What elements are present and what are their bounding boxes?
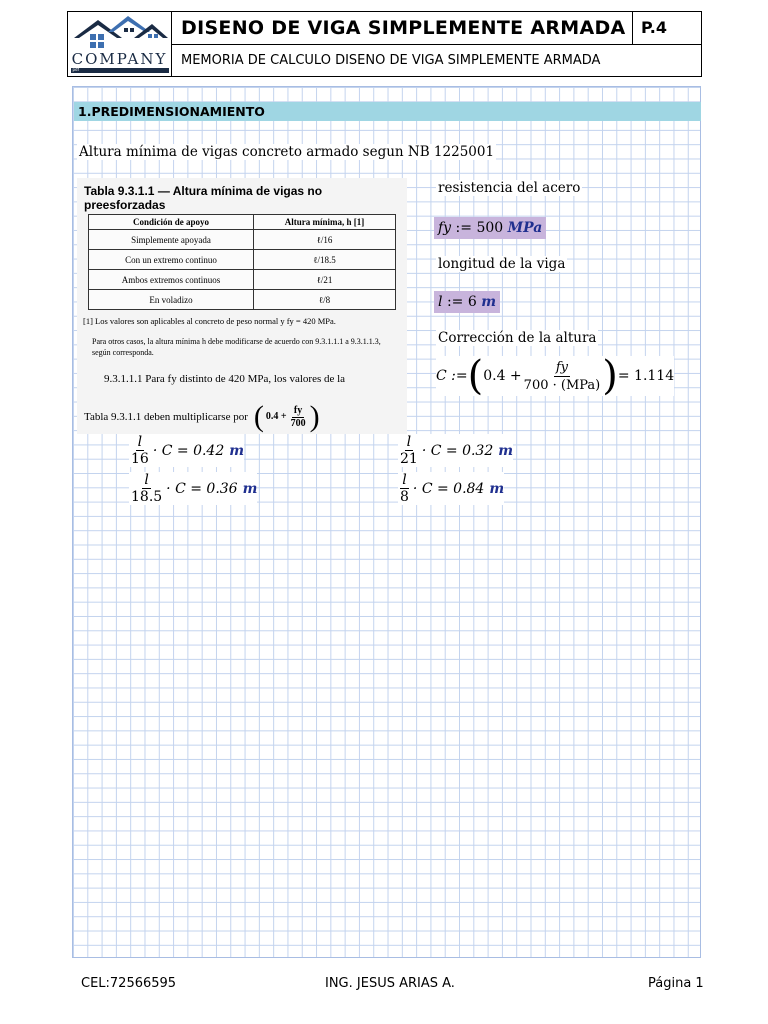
steel-unit: MPa [507, 220, 543, 236]
table-cell: ℓ/18.5 [254, 250, 396, 270]
length-var: l [438, 294, 443, 310]
result-denominator: 16 [131, 451, 149, 467]
left-paren: ( [253, 400, 264, 433]
correction-term: 0.4 + [483, 368, 522, 384]
reference-table-title: Tabla 9.3.1.1 — Altura mínima de vigas no preesforzadas [84, 184, 323, 212]
factor-term: 0.4 + [265, 411, 287, 422]
table-cell: Ambos extremos continuos [89, 270, 254, 290]
section-header [74, 102, 701, 121]
table-cell: Simplemente apoyada [89, 230, 254, 250]
title-row [172, 12, 701, 45]
table-cell: ℓ/21 [254, 270, 396, 290]
page-code: P.4 [641, 18, 667, 37]
beam-length-input[interactable] [434, 291, 500, 313]
result-unit: m [229, 442, 245, 459]
left-paren: ( [467, 353, 484, 399]
logo-underline [71, 68, 169, 73]
table-footnote: [1] Los valores son aplicables al concreto de peso normal y fy = 420 MPa. [83, 316, 336, 326]
result-expression: · C = 0.32 [421, 442, 494, 459]
length-unit: m [481, 294, 497, 310]
steel-var: fy [438, 220, 452, 236]
result-both-ends-continuous [398, 434, 513, 467]
result-numerator: l [406, 434, 412, 450]
correction-fraction [522, 359, 603, 394]
company-logo [68, 12, 172, 76]
table-cell: En voladizo [89, 290, 254, 310]
result-unit: m [489, 480, 505, 497]
result-numerator: l [144, 472, 149, 488]
footer-author: ING. JESUS ARIAS A. [325, 976, 455, 991]
result-denominator: 8 [400, 489, 409, 505]
result-cantilever [398, 472, 504, 505]
result-fraction [129, 472, 164, 505]
house-logo-icon [70, 14, 170, 50]
steel-assign: := 500 [455, 220, 504, 236]
result-denominator: 21 [400, 451, 418, 467]
factor-fraction [289, 405, 308, 430]
result-denominator: 18.5 [131, 489, 163, 505]
result-expression: · C = 0.84 [412, 480, 485, 497]
table-row [89, 270, 396, 290]
factor-expression [254, 402, 320, 432]
correction-lhs: C := [436, 368, 468, 384]
title-block [172, 12, 701, 76]
table-clause: 9.3.1.1.1 Para fy distinto de 420 MPa, los valores de la [104, 373, 346, 385]
result-simply-supported [129, 434, 244, 467]
document-header [67, 11, 702, 77]
reference-table-image [77, 178, 407, 434]
correction-denominator: 700 · (MPa) [523, 377, 601, 393]
intro-text: Altura mínima de vigas concreto armado segun NB 1225001 [79, 144, 495, 160]
steel-strength-label: resistencia del acero [438, 180, 581, 196]
document-title: DISENO DE VIGA SIMPLEMENTE ARMADA [172, 12, 633, 44]
result-unit: m [242, 480, 258, 497]
logo-company-text: COMPANY [71, 50, 168, 68]
logo-subtext: pdf [72, 67, 79, 72]
factor-denominator: 700 [290, 417, 306, 429]
table-row [89, 230, 396, 250]
right-paren: ) [602, 353, 618, 399]
table-cell: Con un extremo continuo [89, 250, 254, 270]
table-row [89, 250, 396, 270]
section-title: 1.PREDIMENSIONAMIENTO [78, 104, 265, 119]
result-numerator: l [402, 472, 407, 488]
table-header-cell: Condición de apoyo [89, 215, 254, 230]
correction-label: Corrección de la altura [438, 330, 597, 346]
right-paren: ) [309, 400, 320, 433]
result-expression: · C = 0.36 [166, 480, 238, 497]
result-one-end-continuous [129, 472, 257, 505]
correction-result: = 1.114 [617, 368, 675, 384]
result-fraction [398, 434, 420, 467]
table-note: Para otros casos, la altura mínima h debe modificarse de acuerdo con 9.3.1.1.1 a 9.3.1.1.3, según corresponda. [92, 337, 381, 357]
result-numerator: l [137, 434, 143, 450]
clause-continuation-text: Tabla 9.3.1.1 deben multiplicarse por [84, 411, 248, 423]
table-header-cell: Altura mínima, h [1] [254, 215, 396, 230]
reference-table [88, 214, 396, 310]
correction-equation [436, 353, 675, 399]
footer-phone: CEL:72566595 [81, 976, 177, 991]
result-fraction [398, 472, 411, 505]
document-subtitle: MEMORIA DE CALCULO DISENO DE VIGA SIMPLEMENTE ARMADA [181, 53, 601, 68]
result-fraction [129, 434, 151, 467]
result-expression: · C = 0.42 [152, 442, 225, 459]
table-row [89, 290, 396, 310]
table-header-row [89, 215, 396, 230]
correction-numerator: fy [555, 359, 569, 375]
result-unit: m [498, 442, 514, 459]
beam-length-label: longitud de la viga [438, 256, 566, 272]
factor-numerator: fy [293, 404, 303, 416]
table-cell: ℓ/16 [254, 230, 396, 250]
table-cell: ℓ/8 [254, 290, 396, 310]
table-clause-continuation [84, 402, 320, 432]
length-assign: := 6 [446, 294, 477, 310]
footer-page-number: Página 1 [648, 976, 704, 991]
steel-strength-input[interactable] [434, 217, 546, 239]
